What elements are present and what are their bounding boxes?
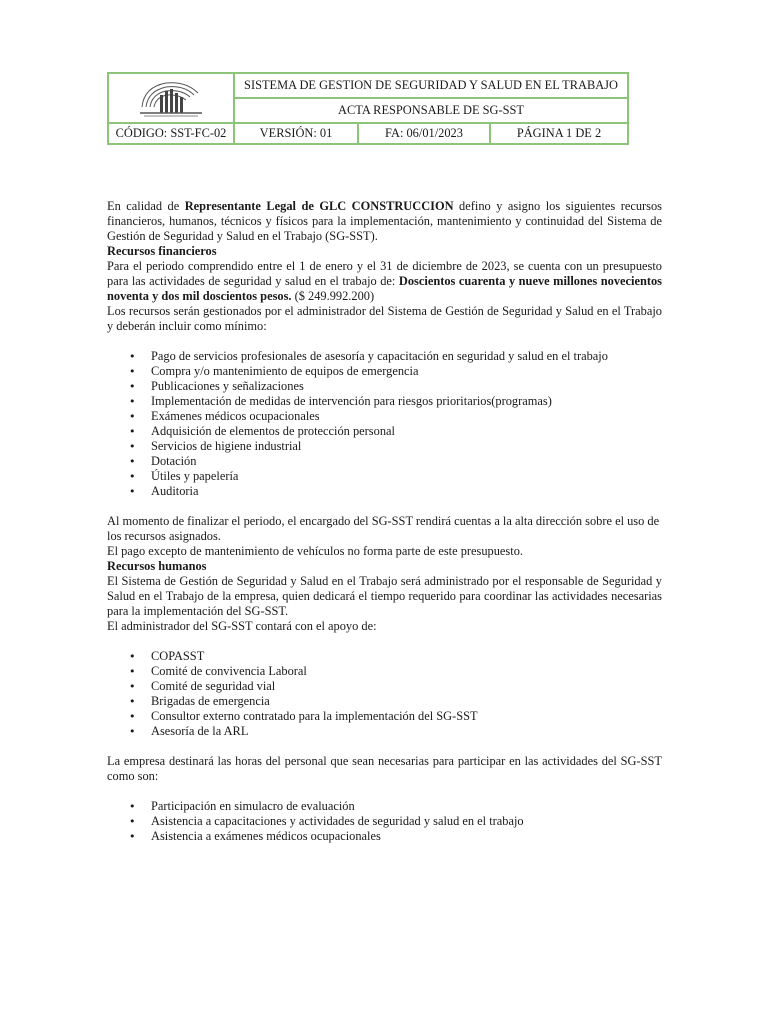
list-item: • Publicaciones y señalizaciones (107, 379, 662, 394)
list-item: • Exámenes médicos ocupacionales (107, 409, 662, 424)
list-item: • Comité de seguridad vial (107, 679, 662, 694)
doc-title-cell: ACTA RESPONSABLE DE SG-SST (234, 98, 628, 123)
human-paragraph-2: El administrador del SG-SST contará con el apoyo de: (107, 619, 377, 633)
intro-bold-text: Representante Legal de GLC CONSTRUCCION (184, 199, 454, 213)
list-item: • Servicios de higiene industrial (107, 439, 662, 454)
list-item: • COPASST (107, 649, 662, 664)
financial-paragraph-3: Al momento de finalizar el periodo, el encargado del SG-SST rendirá cuentas a la alta dirección sobre el uso de los recursos asignados. (107, 514, 660, 543)
budget-text: Para el periodo comprendido entre el 1 de enero y el 31 de diciembre de 2023, se cuenta con un presupuesto para las actividades de seguridad y salud en el trabajo de: (107, 259, 662, 288)
financial-list (107, 349, 662, 499)
list-item: • Participación en simulacro de evaluación (107, 799, 662, 814)
human-paragraph-1: El Sistema de Gestión de Seguridad y Salud en el Trabajo será administrado por el responsable de Seguridad y Salud en el Trabajo de la empresa, quien dedicará el tiempo requerido para coordinar las actividades necesarias para la implementación del SG-SST. (107, 574, 662, 618)
human-heading: Recursos humanos (107, 559, 207, 573)
list-item: • Asistencia a exámenes médicos ocupacionales (107, 829, 662, 844)
company-logo (136, 77, 206, 119)
financial-heading: Recursos financieros (107, 244, 217, 258)
list-item: • Asistencia a capacitaciones y actividades de seguridad y salud en el trabajo (107, 814, 662, 829)
financial-paragraph-2: Los recursos serán gestionados por el administrador del Sistema de Gestión de Seguridad y Salud en el Trabajo y deberán incluir como mínimo: (107, 304, 662, 333)
list-item: • Comité de convivencia Laboral (107, 664, 662, 679)
list-item: • Pago de servicios profesionales de asesoría y capacitación en seguridad y salud en el trabajo (107, 349, 662, 364)
version-cell: VERSIÓN: 01 (234, 123, 358, 144)
list-item: • Brigadas de emergencia (107, 694, 662, 709)
financial-paragraph-1 (107, 259, 662, 304)
human-paragraph-3: La empresa destinará las horas del personal que sean necesarias para participar en las actividades del SG-SST como son: (107, 754, 662, 783)
header-table (107, 72, 629, 145)
budget-amount-words: Doscientos cuarenta y nueve millones novecientos noventa y dos mil doscientos pesos. (107, 274, 662, 303)
list-item: • Asesoría de la ARL (107, 724, 662, 739)
list-item: • Útiles y papelería (107, 469, 662, 484)
intro-paragraph (107, 199, 662, 244)
list-item: • Auditoria (107, 484, 662, 499)
list-item: • Consultor externo contratado para la implementación del SG-SST (107, 709, 662, 724)
date-cell: FA: 06/01/2023 (358, 123, 490, 144)
intro-text-start: En calidad de (107, 199, 185, 213)
financial-paragraph-4: El pago excepto de mantenimiento de vehículos no forma parte de este presupuesto. (107, 544, 523, 558)
document-body (107, 199, 662, 844)
system-title-cell: SISTEMA DE GESTION DE SEGURIDAD Y SALUD EN EL TRABAJO (234, 73, 628, 98)
list-item: • Adquisición de elementos de protección personal (107, 424, 662, 439)
support-list (107, 649, 662, 739)
code-cell: CÓDIGO: SST-FC-02 (108, 123, 234, 144)
list-item: • Dotación (107, 454, 662, 469)
list-item: • Compra y/o mantenimiento de equipos de emergencia (107, 364, 662, 379)
logo-cell (108, 73, 234, 123)
intro-text-end: defino y asigno los siguientes recursos financieros, humanos, técnicos y físicos para la implementación, mantenimiento y continuidad del Sistema de Gestión de Seguridad y Salud en el Trabajo (SG-SST). (107, 199, 662, 243)
activities-list (107, 799, 662, 844)
page-cell: PÁGINA 1 DE 2 (490, 123, 628, 144)
list-item: • Implementación de medidas de intervención para riesgos prioritarios(programas) (107, 394, 662, 409)
budget-amount-number: ($ 249.992.200) (291, 289, 375, 303)
